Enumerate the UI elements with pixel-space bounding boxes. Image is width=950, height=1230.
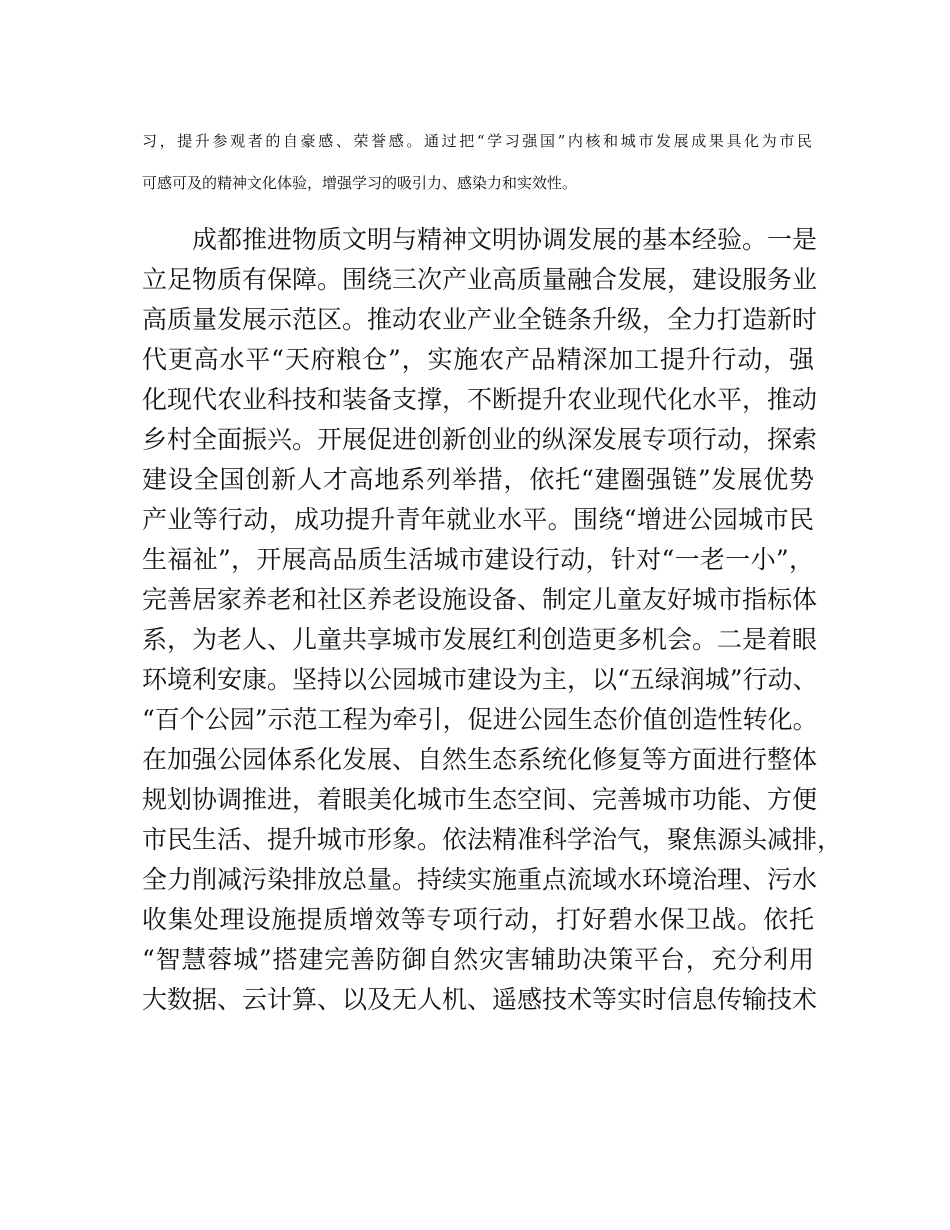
body-line-11: 系，为老人、儿童共享城市发展红利创造更多机会。二是着眼 — [142, 625, 818, 654]
body-line-1: 成都推进物质文明与精神文明协调发展的基本经验。一是 — [142, 225, 818, 254]
body-line-19: “智慧蓉城”搭建完善防御自然灾害辅助决策平台，充分利用 — [142, 945, 814, 974]
body-line-10: 完善居家养老和社区养老设施设备、制定儿童友好城市指标体 — [142, 585, 818, 614]
body-line-7: 建设全国创新人才高地系列举措，依托“建圈强链”发展优势 — [142, 465, 814, 494]
body-line-16: 市民生活、提升城市形象。依法精准科学治气，聚焦源头减排， — [142, 825, 843, 854]
body-line-5: 化现代农业科技和装备支撑，不断提升农业现代化水平，推动 — [142, 385, 818, 414]
body-line-18: 收集处理设施提质增效等专项行动，打好碧水保卫战。依托 — [142, 905, 814, 934]
body-line-2: 立足物质有保障。围绕三次产业高质量融合发展，建设服务业 — [142, 265, 818, 294]
body-line-12: 环境利安康。坚持以公园城市建设为主，以“五绿润城”行动、 — [142, 665, 818, 694]
body-line-17: 全力削减污染排放总量。持续实施重点流域水环境治理、污水 — [142, 865, 818, 894]
body-line-3: 高质量发展示范区。推动农业产业全链条升级，全力打造新时 — [142, 305, 818, 334]
body-line-6: 乡村全面振兴。开展促进创新创业的纵深发展专项行动，探索 — [142, 425, 818, 454]
body-line-14: 在加强公园体系化发展、自然生态系统化修复等方面进行整体 — [142, 745, 818, 774]
intro-line-2: 可感可及的精神文化体验，增强学习的吸引力、感染力和实效性。 — [142, 174, 578, 192]
body-line-9: 生福祉”，开展高品质生活城市建设行动，针对“一老一小”， — [142, 545, 814, 574]
body-line-8: 产业等行动，成功提升青年就业水平。围绕“增进公园城市民 — [142, 505, 814, 534]
intro-line-1: 习，提升参观者的自豪感、荣誉感。通过把“学习强国”内核和城市发展成果具化为市民 — [142, 132, 812, 150]
body-line-4: 代更高水平“天府粮仓”，实施农产品精深加工提升行动，强 — [142, 345, 814, 374]
body-line-13: “百个公园”示范工程为牵引，促进公园生态价值创造性转化。 — [142, 705, 818, 734]
body-line-15: 规划协调推进，着眼美化城市生态空间、完善城市功能、方便 — [142, 785, 818, 814]
body-line-20: 大数据、云计算、以及无人机、遥感技术等实时信息传输技术 — [142, 985, 818, 1014]
